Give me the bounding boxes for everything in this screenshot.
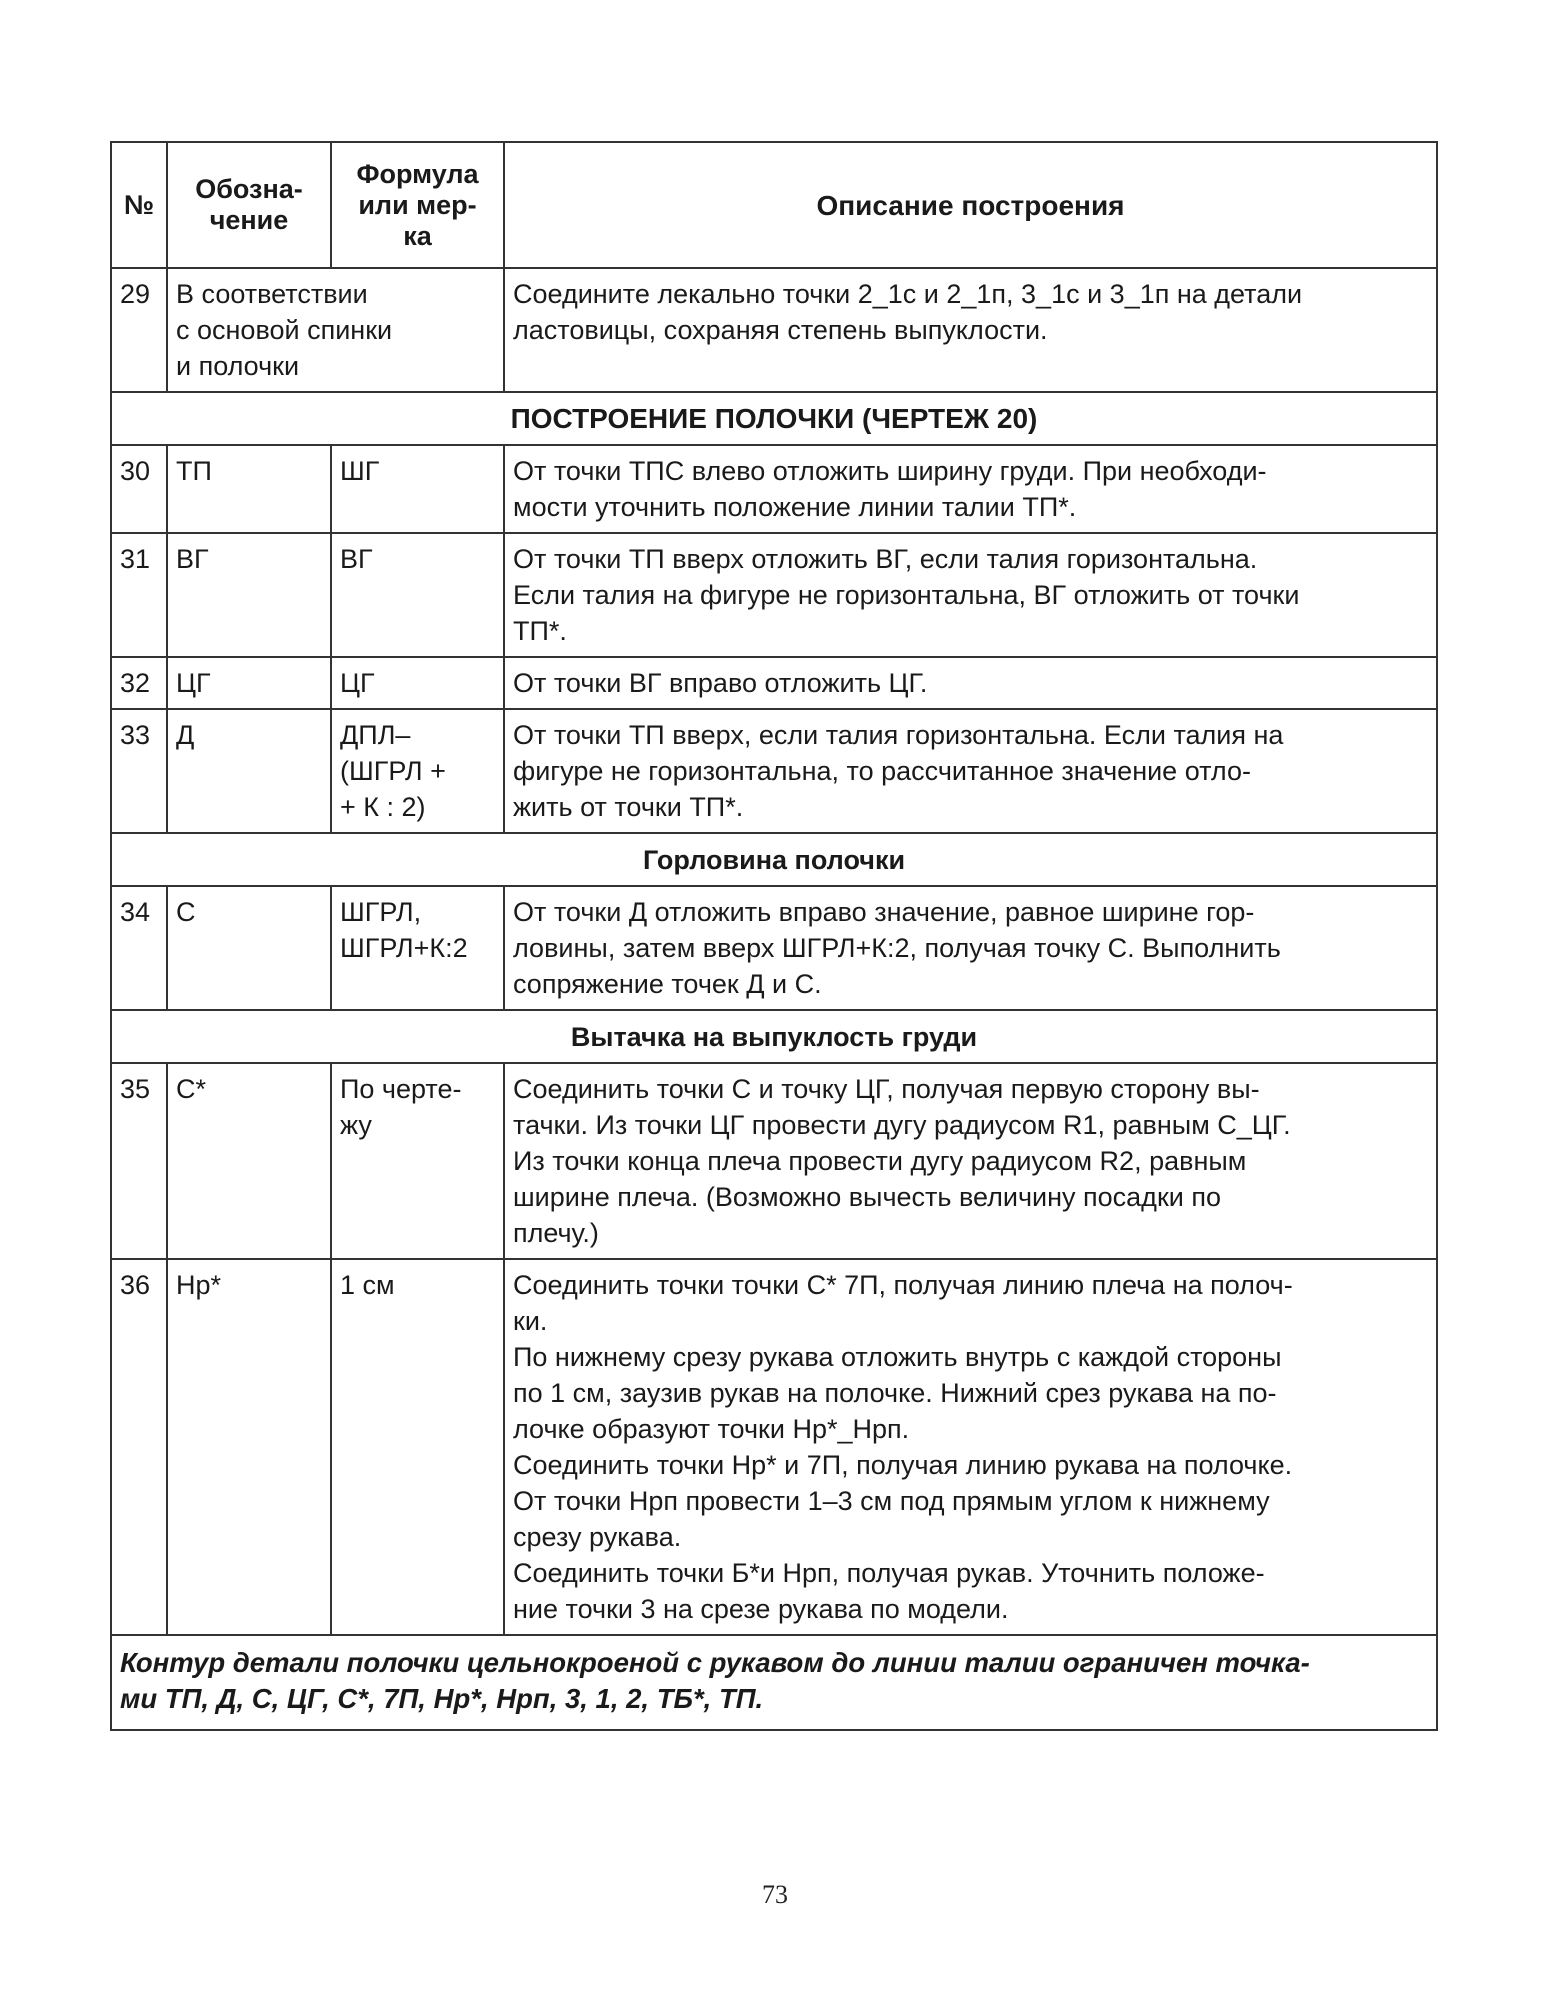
header-description: Описание построения bbox=[504, 142, 1437, 268]
table-row bbox=[111, 1063, 1437, 1259]
section-heading: ПОСТРОЕНИЕ ПОЛОЧКИ (ЧЕРТЕЖ 20) bbox=[111, 392, 1437, 445]
row-description: От точки ТПС влево отложить ширину груди. При необходи- мости уточнить положение линии талии ТП*. bbox=[504, 445, 1437, 533]
row-formula: ЦГ bbox=[331, 657, 504, 709]
construction-table bbox=[110, 141, 1438, 1731]
row-num: 35 bbox=[111, 1063, 167, 1259]
row-formula: По черте- жу bbox=[331, 1063, 504, 1259]
row-description: Соединить точки С и точку ЦГ, получая первую сторону вы- тачки. Из точки ЦГ провести дугу радиусом R1, равным С_ЦГ. Из точки конца плеча провести дугу радиусом R2, равным ширине плеча. (Возможно вычесть величину посадки по плечу.) bbox=[504, 1063, 1437, 1259]
row-description: От точки ТП вверх отложить ВГ, если талия горизонтальна. Если талия на фигуре не горизонтальна, ВГ отложить от точки ТП*. bbox=[504, 533, 1437, 657]
row-description: Соедините лекально точки 2_1с и 2_1п, 3_1с и 3_1п на детали ластовицы, сохраняя степень выпуклости. bbox=[504, 268, 1437, 392]
row-formula: 1 см bbox=[331, 1259, 504, 1635]
section-heading: Горловина полочки bbox=[111, 833, 1437, 886]
table-row bbox=[111, 445, 1437, 533]
row-symbol: ВГ bbox=[167, 533, 331, 657]
row-symbol-formula: В соответствии с основой спинки и полочки bbox=[167, 268, 504, 392]
contour-summary: Контур детали полочки цельнокроеной с рукавом до линии талии ограничен точка- ми ТП, Д, С, ЦГ, С*, 7П, Нр*, Нрп, 3, 1, 2, ТБ*, ТП. bbox=[111, 1635, 1437, 1730]
row-formula: ШГ bbox=[331, 445, 504, 533]
table-header-row bbox=[111, 142, 1437, 268]
row-symbol: ЦГ bbox=[167, 657, 331, 709]
header-symbol: Обозна- чение bbox=[167, 142, 331, 268]
header-num: № bbox=[111, 142, 167, 268]
row-num: 34 bbox=[111, 886, 167, 1010]
row-symbol: Нр* bbox=[167, 1259, 331, 1635]
row-description: От точки Д отложить вправо значение, равное ширине гор- ловины, затем вверх ШГРЛ+К:2, получая точку С. Выполнить сопряжение точек Д и С. bbox=[504, 886, 1437, 1010]
section-heading-row bbox=[111, 392, 1437, 445]
row-symbol: С bbox=[167, 886, 331, 1010]
page-number: 73 bbox=[762, 1880, 788, 1909]
row-description: Соединить точки точки С* 7П, получая линию плеча на полоч- ки. По нижнему срезу рукава отложить внутрь с каждой стороны по 1 см, заузив рукав на полочке. Нижний срез рукава на по- лочке образуют точки Нр*_Нрп. Соединить точки Нр* и 7П, получая линию рукава на полочке. От точки Нрп провести 1–3 см под прямым углом к нижнему срезу рукава. Соединить точки Б*и Нрп, получая рукав. Уточнить положе- ние точки 3 на срезе рукава по модели. bbox=[504, 1259, 1437, 1635]
section-heading: Вытачка на выпуклость груди bbox=[111, 1010, 1437, 1063]
row-formula: ШГРЛ, ШГРЛ+К:2 bbox=[331, 886, 504, 1010]
table-row bbox=[111, 268, 1437, 392]
row-formula: ДПЛ– (ШГРЛ + + К : 2) bbox=[331, 709, 504, 833]
table-row bbox=[111, 709, 1437, 833]
table-footer-row bbox=[111, 1635, 1437, 1730]
row-num: 36 bbox=[111, 1259, 167, 1635]
table-row bbox=[111, 1259, 1437, 1635]
row-num: 29 bbox=[111, 268, 167, 392]
row-num: 32 bbox=[111, 657, 167, 709]
row-num: 31 bbox=[111, 533, 167, 657]
row-symbol: ТП bbox=[167, 445, 331, 533]
table-row bbox=[111, 657, 1437, 709]
row-description: От точки ТП вверх, если талия горизонтальна. Если талия на фигуре не горизонтальна, то рассчитанное значение отло- жить от точки ТП*. bbox=[504, 709, 1437, 833]
row-formula: ВГ bbox=[331, 533, 504, 657]
row-num: 30 bbox=[111, 445, 167, 533]
row-description: От точки ВГ вправо отложить ЦГ. bbox=[504, 657, 1437, 709]
table-row bbox=[111, 886, 1437, 1010]
section-heading-row bbox=[111, 1010, 1437, 1063]
section-heading-row bbox=[111, 833, 1437, 886]
row-symbol: Д bbox=[167, 709, 331, 833]
table-row bbox=[111, 533, 1437, 657]
row-symbol: С* bbox=[167, 1063, 331, 1259]
row-num: 33 bbox=[111, 709, 167, 833]
header-formula: Формула или мер- ка bbox=[331, 142, 504, 268]
